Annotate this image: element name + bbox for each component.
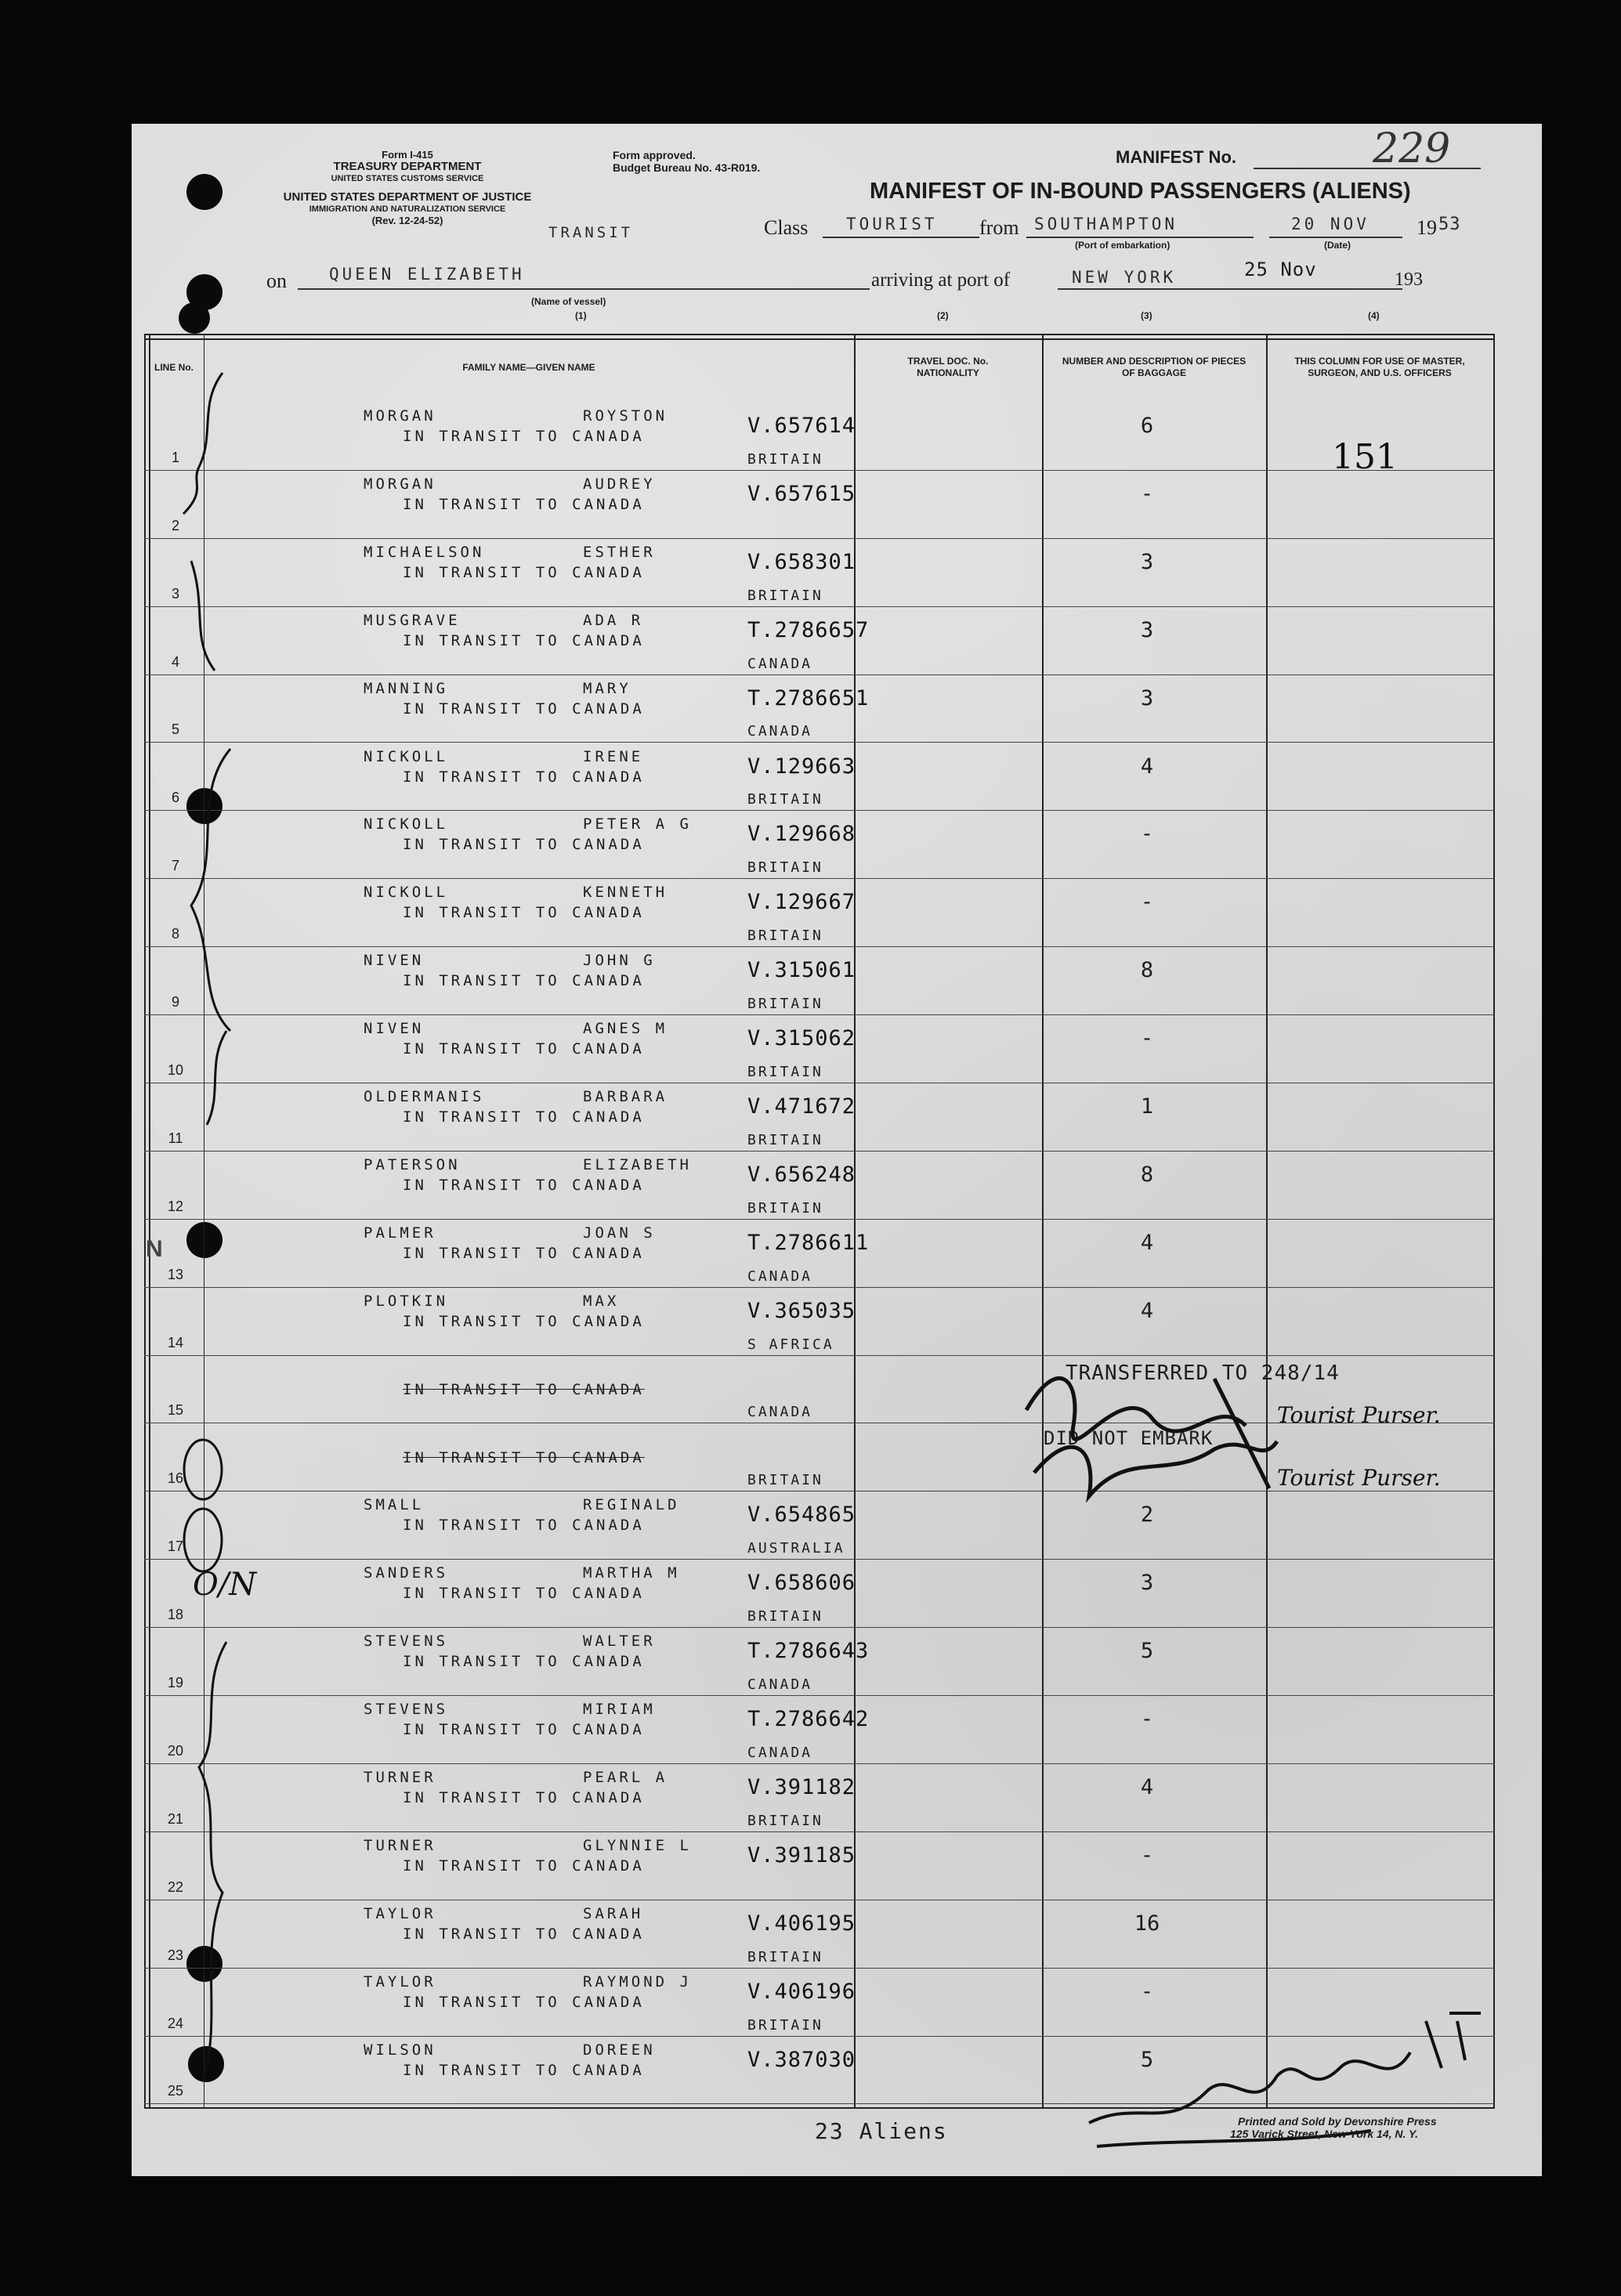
- family-name: PATERSON: [364, 1155, 461, 1173]
- family-name: NICKOLL: [364, 884, 449, 902]
- col-3: (3): [1141, 310, 1152, 321]
- travel-doc-number: V.657615: [747, 481, 856, 506]
- nationality: BRITAIN: [747, 1199, 823, 1217]
- given-name: ADA R: [583, 611, 644, 629]
- travel-doc-number: T.2786642: [747, 1707, 870, 1732]
- travel-doc-number: V.406195: [747, 1911, 856, 1936]
- travel-doc-number: T.2786651: [747, 685, 870, 710]
- signature-scribble: [1011, 1332, 1293, 1520]
- line-number: 12: [167, 1198, 184, 1214]
- family-name: NICKOLL: [364, 815, 449, 833]
- baggage-count: -: [1140, 1707, 1154, 1732]
- baggage-count: 8: [1140, 1162, 1154, 1187]
- transit-note: IN TRANSIT TO CANADA: [403, 2061, 645, 2079]
- arrival-year: 193: [1395, 269, 1423, 290]
- purser-signature-1: Tourist Purser.: [1277, 1402, 1441, 1428]
- baggage-count: -: [1140, 822, 1154, 847]
- line-number: 15: [167, 1402, 184, 1419]
- travel-doc-number: V.129668: [747, 822, 856, 847]
- line-number: 19: [167, 1675, 184, 1691]
- transit-note: IN TRANSIT TO CANADA: [403, 1993, 645, 2011]
- travel-doc-number: T.2786611: [747, 1230, 870, 1255]
- travel-doc-number: V.657614: [747, 414, 856, 438]
- arriving-label: arriving at port of: [871, 269, 1011, 291]
- nationality: CANADA: [747, 1676, 813, 1694]
- binder-hole: [186, 174, 223, 210]
- transit-note: IN TRANSIT TO CANADA: [403, 836, 645, 854]
- line-number: 10: [167, 1061, 184, 1078]
- baggage-count: 3: [1140, 1571, 1154, 1596]
- purser-signature-2: Tourist Purser.: [1277, 1465, 1441, 1491]
- table-row: [144, 1152, 1495, 1220]
- nationality: AUSTRALIA: [747, 1540, 845, 1557]
- margin-n: N: [146, 1236, 163, 1262]
- given-name: WALTER: [583, 1633, 656, 1651]
- travel-doc-number: T.2786657: [747, 617, 870, 642]
- nationality: CANADA: [747, 1404, 813, 1421]
- arrival-date: 25 Nov: [1244, 259, 1317, 280]
- baggage-count: 6: [1140, 414, 1154, 438]
- nationality: BRITAIN: [747, 791, 823, 808]
- transit-note: IN TRANSIT TO CANADA: [403, 904, 645, 922]
- ins-line: IMMIGRATION AND NATURALIZATION SERVICE: [309, 204, 506, 214]
- table-row: [144, 811, 1495, 879]
- table-row: [144, 1764, 1495, 1832]
- table-row: [144, 1220, 1495, 1288]
- baggage-count: -: [1140, 1842, 1154, 1868]
- line-number: 2: [171, 517, 179, 533]
- line-number: 1: [171, 449, 179, 465]
- table-row: [144, 1628, 1495, 1696]
- nationality: BRITAIN: [747, 2016, 823, 2034]
- family-name: TAYLOR: [364, 1972, 436, 1990]
- bracket-marks: [160, 357, 257, 2112]
- baggage-count: 3: [1140, 617, 1154, 642]
- line-number: 4: [171, 653, 179, 670]
- col-1: (1): [575, 310, 587, 321]
- date-caption: (Date): [1324, 240, 1351, 251]
- port-caption: (Port of embarkation): [1075, 240, 1171, 251]
- nationality: BRITAIN: [747, 1063, 823, 1080]
- transit-note: IN TRANSIT TO CANADA: [403, 1857, 645, 1875]
- line-number: 5: [171, 721, 179, 738]
- nationality: BRITAIN: [747, 996, 823, 1013]
- transit-note: IN TRANSIT TO CANADA: [403, 1585, 645, 1603]
- nationality: CANADA: [747, 655, 813, 672]
- line-number: 24: [167, 2015, 184, 2031]
- header-baggage: NUMBER AND DESCRIPTION OF PIECES OF BAGGAGE: [1062, 356, 1247, 378]
- baggage-count: 4: [1140, 1775, 1154, 1799]
- transit-note: IN TRANSIT TO CANADA: [403, 768, 645, 786]
- transit-note: IN TRANSIT TO CANADA: [403, 1925, 645, 1943]
- budget-bureau: Budget Bureau No. 43-R019.: [613, 161, 761, 174]
- travel-doc-number: V.406196: [747, 1979, 856, 2004]
- travel-doc-number: V.654865: [747, 1502, 856, 1528]
- family-name: SMALL: [364, 1496, 425, 1514]
- transit-note: IN TRANSIT TO CANADA: [403, 428, 645, 445]
- baggage-count: 2: [1140, 1502, 1154, 1528]
- transit-label: TRANSIT: [548, 224, 634, 241]
- table-row: [144, 1832, 1495, 1900]
- travel-doc-number: V.391182: [747, 1775, 856, 1799]
- year-suffix: 53: [1438, 215, 1461, 234]
- travel-doc-number: V.658301: [747, 549, 856, 574]
- family-name: NIVEN: [364, 952, 425, 970]
- line-number: 13: [167, 1266, 184, 1282]
- line-number: 21: [167, 1810, 184, 1827]
- nationality: BRITAIN: [747, 1131, 823, 1148]
- travel-doc-number: V.315062: [747, 1026, 856, 1051]
- transit-note: IN TRANSIT TO CANADA: [403, 1040, 645, 1058]
- family-name: MUSGRAVE: [364, 611, 461, 629]
- line-number: 7: [171, 858, 179, 874]
- table-row: [144, 879, 1495, 947]
- on-label: on: [266, 269, 287, 292]
- transit-note: IN TRANSIT TO CANADA: [403, 1653, 645, 1671]
- header-travel-doc: TRAVEL DOC. No. NATIONALITY: [907, 356, 989, 378]
- family-name: TURNER: [364, 1836, 436, 1854]
- from-value: SOUTHAMPTON: [1034, 215, 1178, 233]
- given-name: BARBARA: [583, 1088, 668, 1105]
- line-number: 20: [167, 1742, 184, 1759]
- col-2: (2): [937, 310, 949, 321]
- given-name: ROYSTON: [583, 407, 668, 425]
- from-label: from: [979, 216, 1019, 239]
- manifest-number: 229: [1373, 125, 1451, 172]
- table-row: [144, 471, 1495, 539]
- given-name: REGINALD: [583, 1496, 680, 1514]
- given-name: ESTHER: [583, 543, 656, 561]
- given-name: PEARL A: [583, 1769, 668, 1786]
- nationality: BRITAIN: [747, 450, 823, 468]
- baggage-count: 8: [1140, 958, 1154, 983]
- given-name: DOREEN: [583, 2041, 656, 2059]
- table-row: [144, 1900, 1495, 1969]
- transit-note: IN TRANSIT TO CANADA: [403, 1312, 645, 1330]
- nationality: CANADA: [747, 1744, 813, 1761]
- printer-line-1: Printed and Sold by Devonshire Press: [1238, 2115, 1437, 2128]
- vessel-caption: (Name of vessel): [531, 296, 606, 307]
- given-name: MARY: [583, 679, 631, 697]
- transit-note: IN TRANSIT TO CANADA: [403, 1789, 645, 1806]
- family-name: NICKOLL: [364, 747, 449, 765]
- baggage-count: 1: [1140, 1094, 1154, 1119]
- nationality: CANADA: [747, 1267, 813, 1285]
- line-number: 22: [167, 1878, 184, 1895]
- family-name: OLDERMANIS: [364, 1088, 485, 1105]
- given-name: AGNES M: [583, 1020, 668, 1038]
- table-row: [144, 607, 1495, 675]
- family-name: PALMER: [364, 1224, 436, 1242]
- vessel-name: QUEEN ELIZABETH: [329, 265, 525, 284]
- travel-doc-number: V.129667: [747, 890, 856, 915]
- family-name: MORGAN: [364, 475, 436, 493]
- given-name: MIRIAM: [583, 1701, 656, 1719]
- travel-doc-number: V.658606: [747, 1571, 856, 1596]
- transferred-stamp: TRANSFERRED TO 248/14: [1066, 1361, 1340, 1385]
- line-number: 8: [171, 926, 179, 942]
- baggage-count: 5: [1140, 1639, 1154, 1664]
- travel-doc-number: V.656248: [747, 1162, 856, 1187]
- table-row: [144, 1560, 1495, 1628]
- line-number: 3: [171, 585, 179, 602]
- table-row: [144, 1696, 1495, 1764]
- baggage-count: -: [1140, 1026, 1154, 1051]
- travel-doc-number: V.365035: [747, 1298, 856, 1323]
- baggage-count: 5: [1140, 2047, 1154, 2072]
- table-row: [144, 947, 1495, 1015]
- line-number: 25: [167, 2083, 184, 2099]
- family-name: STEVENS: [364, 1633, 449, 1651]
- binder-hole: [179, 302, 210, 334]
- class-label: Class: [764, 216, 809, 239]
- header-name: FAMILY NAME—GIVEN NAME: [462, 361, 595, 373]
- family-name: SANDERS: [364, 1564, 449, 1582]
- nationality: CANADA: [747, 723, 813, 740]
- form-number: Form I-415: [382, 149, 433, 161]
- count-number: 151: [1332, 437, 1398, 477]
- form-approved: Form approved.: [613, 149, 696, 161]
- justice-dept: UNITED STATES DEPARTMENT OF JUSTICE: [283, 190, 532, 204]
- family-name: MORGAN: [364, 407, 436, 425]
- travel-doc-number: V.471672: [747, 1094, 856, 1119]
- family-name: MICHAELSON: [364, 543, 485, 561]
- given-name: AUDREY: [583, 475, 656, 493]
- family-name: MANNING: [364, 679, 449, 697]
- baggage-count: -: [1140, 1979, 1154, 2004]
- baggage-count: 3: [1140, 685, 1154, 710]
- line-number: 17: [167, 1539, 184, 1555]
- transit-note: IN TRANSIT TO CANADA: [403, 1721, 645, 1739]
- margin-on: O/N: [193, 1567, 257, 1603]
- family-name: TAYLOR: [364, 1904, 436, 1922]
- transit-note: IN TRANSIT TO CANADA: [403, 972, 645, 990]
- given-name: JOHN G: [583, 952, 656, 970]
- class-value: TOURIST: [846, 215, 938, 233]
- nationality: BRITAIN: [747, 1608, 823, 1625]
- baggage-count: -: [1140, 890, 1154, 915]
- arrival-port: NEW YORK: [1072, 268, 1177, 287]
- given-name: PETER A G: [583, 815, 692, 833]
- header-officers: THIS COLUMN FOR USE OF MASTER, SURGEON, AND U.S. OFFICERS: [1294, 356, 1465, 378]
- col-4: (4): [1368, 310, 1380, 321]
- treasury-dept: TREASURY DEPARTMENT: [333, 160, 482, 173]
- table-row: [144, 1083, 1495, 1152]
- travel-doc-number: V.129663: [747, 754, 856, 779]
- line-number: 11: [168, 1130, 183, 1146]
- revision: (Rev. 12-24-52): [371, 215, 443, 226]
- table-row: [144, 403, 1495, 471]
- transit-note: IN TRANSIT TO CANADA: [403, 1244, 645, 1262]
- baggage-count: -: [1140, 481, 1154, 506]
- table-row: [144, 1015, 1495, 1083]
- nationality: BRITAIN: [747, 1812, 823, 1829]
- line-number: 18: [167, 1607, 184, 1623]
- family-name: STEVENS: [364, 1701, 449, 1719]
- transit-note: IN TRANSIT TO CANADA: [403, 563, 645, 581]
- line-number: 6: [171, 790, 179, 806]
- given-name: JOAN S: [583, 1224, 656, 1242]
- departure-date: 20 NOV: [1291, 215, 1370, 233]
- transit-note: IN TRANSIT TO CANADA: [403, 1517, 645, 1535]
- family-name: NIVEN: [364, 1020, 425, 1038]
- line-number: 9: [171, 994, 179, 1011]
- baggage-count: 3: [1140, 549, 1154, 574]
- table-row: [144, 675, 1495, 743]
- given-name: ELIZABETH: [583, 1155, 692, 1173]
- nationality: BRITAIN: [747, 1472, 823, 1489]
- given-name: GLYNNIE L: [583, 1836, 692, 1854]
- table-row: [144, 743, 1495, 812]
- travel-doc-number: V.391185: [747, 1842, 856, 1868]
- transit-note: IN TRANSIT TO CANADA: [403, 495, 645, 513]
- given-name: SARAH: [583, 1904, 644, 1922]
- manifest-title: MANIFEST OF IN-BOUND PASSENGERS (ALIENS): [870, 179, 1411, 204]
- transit-note: IN TRANSIT TO CANADA: [403, 1448, 645, 1466]
- nationality: BRITAIN: [747, 587, 823, 604]
- transit-note: IN TRANSIT TO CANADA: [403, 700, 645, 718]
- passenger-table: [144, 334, 1495, 2109]
- baggage-count: 4: [1140, 1298, 1154, 1323]
- printer-line-2: 125 Varick Street, New York 14, N. Y.: [1230, 2128, 1418, 2140]
- travel-doc-number: V.315061: [747, 958, 856, 983]
- baggage-count: 4: [1140, 1230, 1154, 1255]
- nationality: S AFRICA: [747, 1336, 834, 1353]
- table-row: [144, 539, 1495, 607]
- line-number: 14: [167, 1334, 184, 1350]
- given-name: KENNETH: [583, 884, 668, 902]
- travel-doc-number: T.2786643: [747, 1639, 870, 1664]
- nationality: BRITAIN: [747, 859, 823, 877]
- did-not-embark-stamp: DID NOT EMBARK: [1044, 1427, 1214, 1449]
- nationality: BRITAIN: [747, 927, 823, 945]
- family-name: WILSON: [364, 2041, 436, 2059]
- baggage-count: 4: [1140, 754, 1154, 779]
- baggage-count: 16: [1134, 1911, 1160, 1936]
- customs-service: UNITED STATES CUSTOMS SERVICE: [331, 174, 484, 183]
- travel-doc-number: V.387030: [747, 2047, 856, 2072]
- transit-note: IN TRANSIT TO CANADA: [403, 1176, 645, 1194]
- given-name: MAX: [583, 1292, 620, 1310]
- family-name: PLOTKIN: [364, 1292, 449, 1310]
- transit-note: IN TRANSIT TO CANADA: [403, 631, 645, 649]
- transit-note: IN TRANSIT TO CANADA: [403, 1380, 645, 1398]
- inspector-signature: [1073, 2005, 1512, 2170]
- line-number: 16: [167, 1470, 184, 1487]
- family-name: TURNER: [364, 1769, 436, 1786]
- line-number: 23: [167, 1947, 184, 1963]
- given-name: MARTHA M: [583, 1564, 680, 1582]
- total-aliens: 23 Aliens: [815, 2118, 948, 2144]
- given-name: RAYMOND J: [583, 1972, 692, 1990]
- nationality: BRITAIN: [747, 1948, 823, 1965]
- transit-note: IN TRANSIT TO CANADA: [403, 1108, 645, 1126]
- header-line-no: LINE No.: [154, 361, 194, 373]
- manifest-no-label: MANIFEST No.: [1116, 147, 1236, 167]
- year-prefix: 19: [1417, 216, 1437, 239]
- given-name: IRENE: [583, 747, 644, 765]
